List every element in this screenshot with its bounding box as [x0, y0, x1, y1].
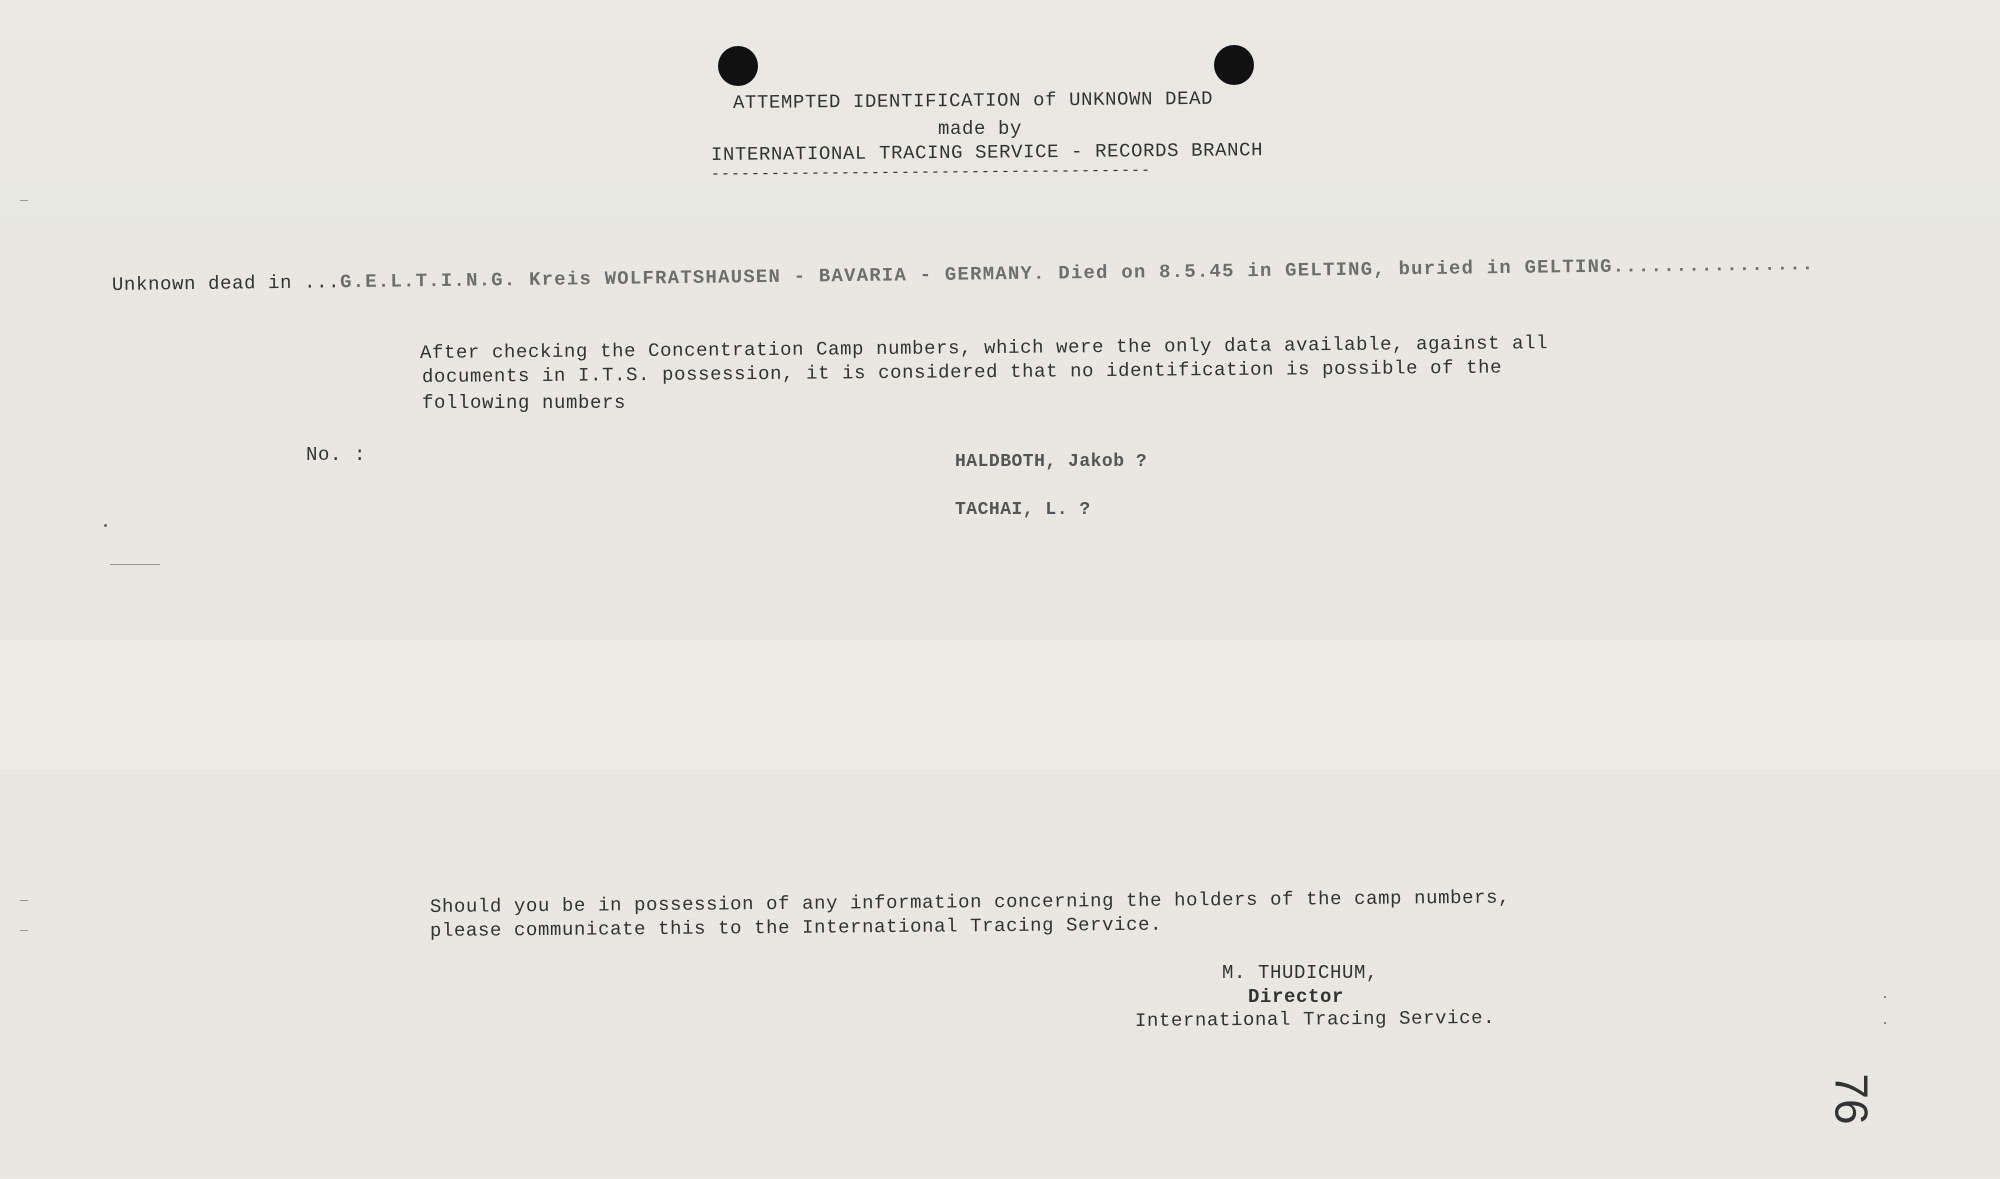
numbers-label: No. :: [306, 444, 367, 466]
unknown-dead-label: Unknown dead in ...: [111, 271, 341, 296]
body-line-3: following numbers: [422, 392, 627, 414]
paper-scratch: [20, 200, 28, 201]
paper-fold-band: [0, 640, 2000, 770]
header-title: ATTEMPTED IDENTIFICATION of UNKNOWN DEAD: [732, 87, 1214, 114]
paper-speck: [1884, 1022, 1886, 1024]
punch-hole-right: [1214, 45, 1254, 85]
signature-title: Director: [1248, 986, 1345, 1008]
paper-speck: [104, 524, 107, 527]
page-number: 76: [1825, 1073, 1878, 1125]
unknown-dead-line: [112, 253, 1815, 296]
entry-name-1: HALDBOTH, Jakob ?: [955, 452, 1148, 472]
header-rule: --------------------------------------------: [710, 162, 1152, 183]
body-line-2: documents in I.T.S. possession, it is considered that no identification is possible of the: [421, 356, 1503, 388]
trailing-dots: ...............: [1625, 253, 1815, 278]
place-stamp: G.E.L.T.I.N.G. Kreis WOLFRATSHAUSEN - BAVARIA - GERMANY. Died on 8.5.45 in GELTING, buried in GELTING.: [339, 255, 1626, 294]
paper-scratch: [20, 900, 28, 901]
paper-scratch: [20, 930, 28, 931]
signature-organization: International Tracing Service.: [1134, 1006, 1496, 1032]
body-line-1: After checking the Concentration Camp numbers, which were the only data available, against all: [419, 332, 1549, 364]
paper-scratch: [110, 564, 160, 565]
footer-line-2: please communicate this to the International Tracing Service.: [429, 913, 1163, 942]
footer-line-1: Should you be in possession of any information concerning the holders of the camp numbers,: [429, 886, 1511, 918]
header-made-by: made by: [938, 118, 1023, 140]
header-organization: INTERNATIONAL TRACING SERVICE - RECORDS BRANCH: [710, 139, 1264, 166]
paper-speck: [1884, 996, 1886, 998]
entry-name-2: TACHAI, L. ?: [955, 500, 1091, 520]
punch-hole-left: [718, 46, 758, 86]
signature-name: M. THUDICHUM,: [1222, 962, 1379, 984]
